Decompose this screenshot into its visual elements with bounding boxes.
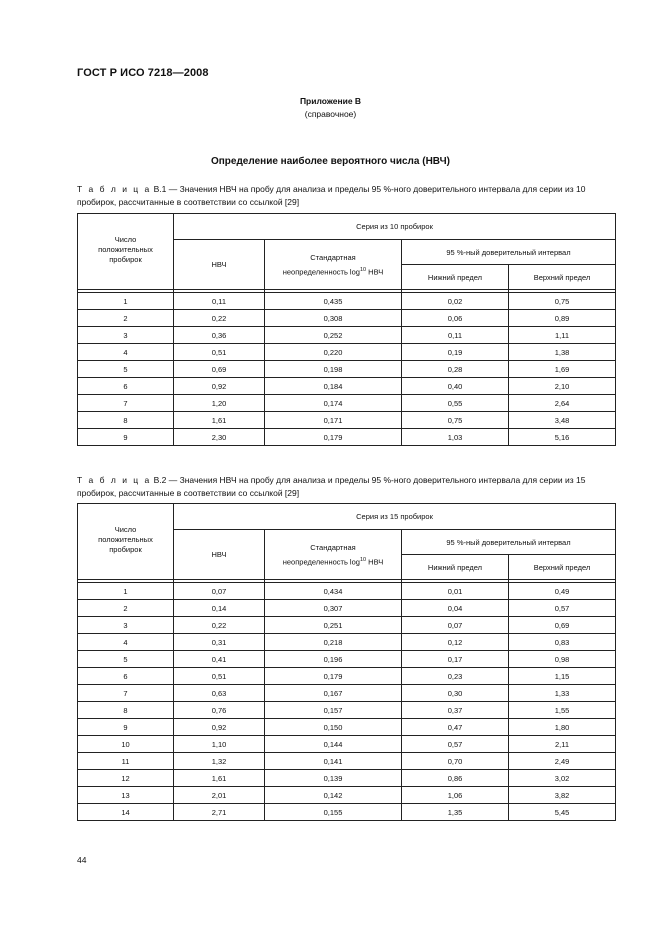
table-cell: 1,80	[509, 719, 616, 736]
table-cell: 0,75	[402, 412, 509, 429]
table-cell: 0,171	[265, 412, 402, 429]
header-confidence-interval: 95 %-ный доверительный интервал	[402, 530, 616, 555]
table-cell: 10	[78, 736, 174, 753]
table-cell: 0,19	[402, 344, 509, 361]
table-row	[78, 310, 616, 327]
table-cell: 1,10	[174, 736, 265, 753]
table-cell: 1	[78, 293, 174, 310]
table-cell: 1	[78, 583, 174, 600]
table-cell: 0,92	[174, 378, 265, 395]
table-cell: 0,57	[509, 600, 616, 617]
header-text: Число	[114, 235, 137, 244]
table-cell: 0,40	[402, 378, 509, 395]
table-cell: 0,89	[509, 310, 616, 327]
table-cell: 0,28	[402, 361, 509, 378]
table-row	[78, 770, 616, 787]
header-lower-limit: Нижний предел	[402, 555, 509, 580]
table-cell: 1,06	[402, 787, 509, 804]
appendix-title: Приложение В	[299, 96, 362, 106]
header-mpn: НВЧ	[174, 240, 265, 290]
table-row	[78, 327, 616, 344]
table-row	[78, 600, 616, 617]
appendix-subtitle: (справочное)	[304, 109, 357, 119]
table-cell: 0,02	[402, 293, 509, 310]
table-cell: 0,22	[174, 310, 265, 327]
header-text: положительных	[98, 245, 153, 254]
table-row	[78, 804, 616, 821]
table-cell: 0,157	[265, 702, 402, 719]
header-uncertainty	[265, 530, 402, 580]
header-upper-limit: Верхний предел	[509, 265, 616, 290]
table-cell: 0,47	[402, 719, 509, 736]
table-cell: 0,184	[265, 378, 402, 395]
table-cell: 1,61	[174, 412, 265, 429]
table-cell: 9	[78, 429, 174, 446]
table-cell: 14	[78, 804, 174, 821]
table-cell: 1,55	[509, 702, 616, 719]
table-cell: 0,308	[265, 310, 402, 327]
table-cell: 0,63	[174, 685, 265, 702]
header-text: НВЧ	[366, 267, 384, 277]
table-cell: 0,57	[402, 736, 509, 753]
table-cell: 2,11	[509, 736, 616, 753]
table-cell: 0,435	[265, 293, 402, 310]
table-cell: 1,61	[174, 770, 265, 787]
table-cell: 5	[78, 361, 174, 378]
table-cell: 2,10	[509, 378, 616, 395]
table-cell: 1,20	[174, 395, 265, 412]
table-cell: 0,31	[174, 634, 265, 651]
table-cell: 8	[78, 412, 174, 429]
table-cell: 2	[78, 600, 174, 617]
caption-prefix: Т а б л и ц а	[77, 475, 152, 485]
table-cell: 0,251	[265, 617, 402, 634]
table-row	[78, 651, 616, 668]
table-cell: 7	[78, 685, 174, 702]
table-cell: 2,01	[174, 787, 265, 804]
appendix-label	[0, 95, 661, 121]
table-cell: 0,434	[265, 583, 402, 600]
header-positive-tubes	[78, 214, 174, 290]
table-cell: 0,92	[174, 719, 265, 736]
table-cell: 9	[78, 719, 174, 736]
table-cell: 2	[78, 310, 174, 327]
table-cell: 2,64	[509, 395, 616, 412]
table-cell: 2,49	[509, 753, 616, 770]
table-cell: 8	[78, 702, 174, 719]
table-cell: 0,51	[174, 668, 265, 685]
table-cell: 0,23	[402, 668, 509, 685]
table-row	[78, 583, 616, 600]
table-cell: 0,83	[509, 634, 616, 651]
table-b1-caption	[77, 183, 617, 209]
table-cell: 0,55	[402, 395, 509, 412]
table-row	[78, 344, 616, 361]
table-cell: 4	[78, 344, 174, 361]
table-row	[78, 395, 616, 412]
table-cell: 3,02	[509, 770, 616, 787]
table-cell: 0,70	[402, 753, 509, 770]
table-row	[78, 429, 616, 446]
table-cell: 3	[78, 617, 174, 634]
table-cell: 0,167	[265, 685, 402, 702]
table-cell: 1,35	[402, 804, 509, 821]
table-cell: 0,218	[265, 634, 402, 651]
table-cell: 6	[78, 378, 174, 395]
table-cell: 0,69	[174, 361, 265, 378]
table-cell: 0,98	[509, 651, 616, 668]
header-text: НВЧ	[366, 557, 384, 567]
table-cell: 0,36	[174, 327, 265, 344]
table-cell: 0,252	[265, 327, 402, 344]
header-text: Стандартная	[310, 542, 356, 552]
header-confidence-interval: 95 %-ный доверительный интервал	[402, 240, 616, 265]
table-b1	[77, 213, 616, 446]
table-cell: 0,51	[174, 344, 265, 361]
table-row	[78, 293, 616, 310]
table-cell: 0,179	[265, 429, 402, 446]
header-text: пробирок	[109, 545, 142, 554]
table-cell: 0,14	[174, 600, 265, 617]
table-cell: 0,86	[402, 770, 509, 787]
table-cell: 3	[78, 327, 174, 344]
table-cell: 0,37	[402, 702, 509, 719]
caption-text: В.2 — Значения НВЧ на пробу для анализа и пределы 95 %-ного доверительного интервала для серии из 15 пробирок, рассчитанные в соответствии со ссылкой [29]	[77, 475, 586, 498]
header-series: Серия из 10 пробирок	[174, 214, 616, 240]
table-cell: 0,69	[509, 617, 616, 634]
table-cell: 5,45	[509, 804, 616, 821]
table-row	[78, 753, 616, 770]
table-cell: 0,07	[174, 583, 265, 600]
table-cell: 0,76	[174, 702, 265, 719]
table-b2-caption	[77, 474, 617, 500]
table-cell: 1,69	[509, 361, 616, 378]
table-cell: 0,155	[265, 804, 402, 821]
table-cell: 2,71	[174, 804, 265, 821]
table-cell: 1,32	[174, 753, 265, 770]
table-cell: 0,196	[265, 651, 402, 668]
table-row	[78, 702, 616, 719]
table-cell: 3,82	[509, 787, 616, 804]
section-heading: Определение наиболее вероятного числа (НВЧ)	[210, 156, 451, 167]
table-cell: 2,30	[174, 429, 265, 446]
table-cell: 0,17	[402, 651, 509, 668]
table-cell: 0,198	[265, 361, 402, 378]
table-cell: 0,01	[402, 583, 509, 600]
header-mpn: НВЧ	[174, 530, 265, 580]
table-cell: 1,03	[402, 429, 509, 446]
table-cell: 0,75	[509, 293, 616, 310]
table-cell: 0,141	[265, 753, 402, 770]
table-cell: 0,11	[174, 293, 265, 310]
table-row	[78, 787, 616, 804]
table-b2	[77, 503, 616, 821]
header-text: Стандартная	[310, 252, 356, 262]
table-cell: 0,142	[265, 787, 402, 804]
header-text: неопределенность log	[282, 557, 360, 567]
table-cell: 0,144	[265, 736, 402, 753]
table-cell: 0,22	[174, 617, 265, 634]
table-row	[78, 634, 616, 651]
table-cell: 1,15	[509, 668, 616, 685]
table-cell: 0,307	[265, 600, 402, 617]
caption-prefix: Т а б л и ц а	[77, 184, 152, 194]
header-text: Число	[114, 525, 137, 534]
caption-text: В.1 — Значения НВЧ на пробу для анализа и пределы 95 %-ного доверительного интервала для серии из 10 пробирок, рассчитанные в соответствии со ссылкой [29]	[77, 184, 586, 207]
table-cell: 11	[78, 753, 174, 770]
table-cell: 0,49	[509, 583, 616, 600]
table-cell: 0,30	[402, 685, 509, 702]
table-cell: 0,04	[402, 600, 509, 617]
table-cell: 0,179	[265, 668, 402, 685]
table-row	[78, 719, 616, 736]
table-cell: 3,48	[509, 412, 616, 429]
table-cell: 1,11	[509, 327, 616, 344]
table-cell: 7	[78, 395, 174, 412]
table-row	[78, 617, 616, 634]
table-row	[78, 378, 616, 395]
table-cell: 0,07	[402, 617, 509, 634]
table-cell: 5,16	[509, 429, 616, 446]
table-cell: 0,150	[265, 719, 402, 736]
document-code: ГОСТ Р ИСО 7218—2008	[77, 67, 209, 79]
table-cell: 0,12	[402, 634, 509, 651]
header-series: Серия из 15 пробирок	[174, 504, 616, 530]
page-number: 44	[77, 855, 87, 865]
table-row	[78, 736, 616, 753]
header-text: 10	[359, 266, 367, 273]
table-row	[78, 668, 616, 685]
header-text: неопределенность log	[282, 267, 360, 277]
table-cell: 4	[78, 634, 174, 651]
table-row	[78, 685, 616, 702]
header-text: 10	[359, 556, 367, 563]
table-cell: 0,139	[265, 770, 402, 787]
table-cell: 0,41	[174, 651, 265, 668]
table-cell: 0,11	[402, 327, 509, 344]
table-row	[78, 361, 616, 378]
table-cell: 1,33	[509, 685, 616, 702]
table-cell: 12	[78, 770, 174, 787]
header-uncertainty	[265, 240, 402, 290]
header-upper-limit: Верхний предел	[509, 555, 616, 580]
table-cell: 13	[78, 787, 174, 804]
table-cell: 0,174	[265, 395, 402, 412]
table-cell: 0,06	[402, 310, 509, 327]
table-cell: 0,220	[265, 344, 402, 361]
header-text: пробирок	[109, 255, 142, 264]
table-cell: 5	[78, 651, 174, 668]
header-positive-tubes	[78, 504, 174, 580]
table-cell: 1,38	[509, 344, 616, 361]
table-cell: 6	[78, 668, 174, 685]
table-row	[78, 412, 616, 429]
header-text: положительных	[98, 535, 153, 544]
header-lower-limit: Нижний предел	[402, 265, 509, 290]
